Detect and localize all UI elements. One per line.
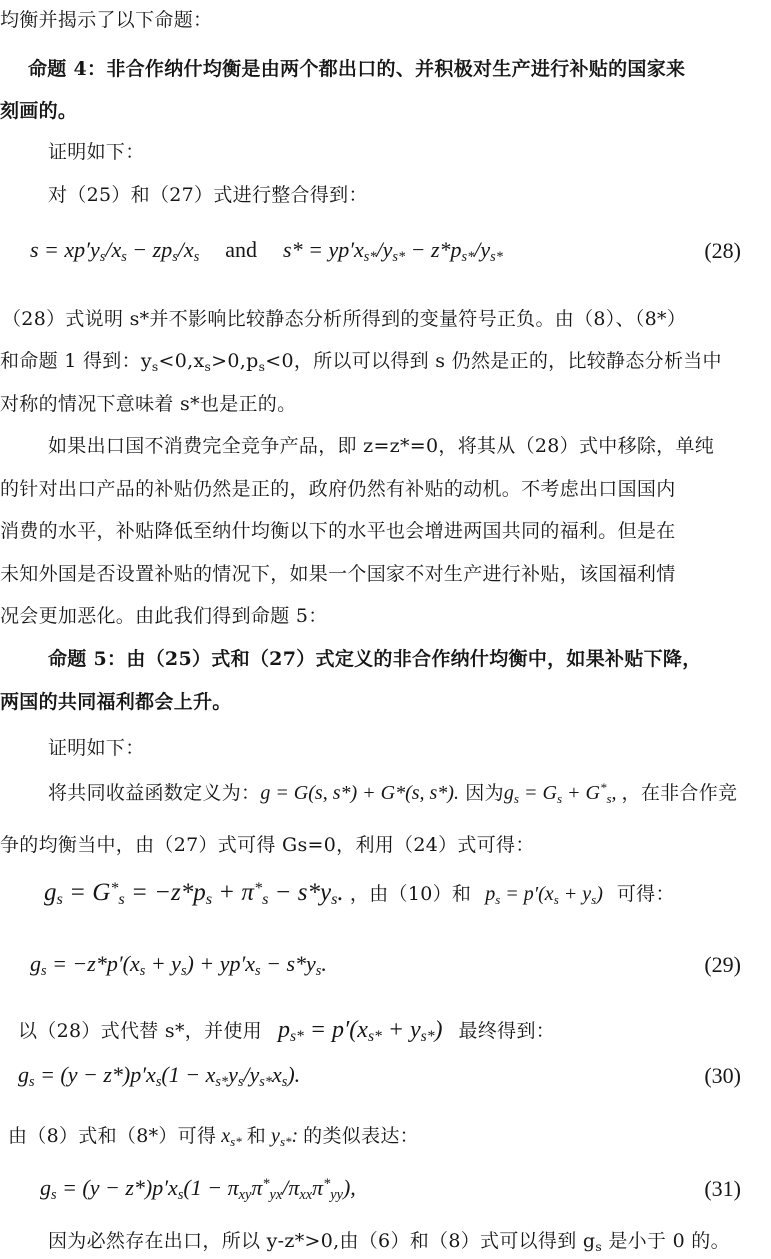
equation-29: $g_s = -z*p'(x_s + y_s) + yp'x_s - s*y_s$. bbox=[30, 951, 327, 979]
text-line: 消费的水平，补贴降低至纳什均衡以下的水平也会增进两国共同的福利。但是在 bbox=[0, 520, 676, 542]
equation-number: (30) bbox=[704, 1063, 741, 1088]
text-line: 对称的情况下意味着 s*也是正的。 bbox=[0, 393, 297, 415]
equation-30: $g_s = (y - z*)p'x_s(1 - x_{s*}y_s/y_{s*}x_s)$. bbox=[18, 1062, 301, 1090]
equation-price: $p_s = p'(x_s + y_s)$ bbox=[485, 883, 603, 907]
text-line: 以（28）式代替 s*，并使用 $p_{s*} = p'(x_{s*} + y_{s*})$ 最终得到： bbox=[18, 1017, 556, 1045]
proposition-5-line-1: 命题 5：由（25）式和（27）式定义的非合作纳什均衡中，如果补贴下降， bbox=[48, 648, 702, 670]
text-line: 未知外国是否设置补贴的情况下，如果一个国家不对生产进行补贴，该国福利情 bbox=[0, 563, 676, 585]
equation-31: $g_s = (y - z*)p'x_s(1 - \pi_{xy}\pi^*_{yx}/\pi_{xx}\pi^*_{yy})$, bbox=[40, 1175, 356, 1203]
equation-28: $s = xp'y_s/x_s - zp_s/x_s$ and $s* = yp'x_{s*}/y_{s*} - z*p_{s*}/y_{s*}$ bbox=[30, 237, 503, 265]
equation-number: (28) bbox=[704, 238, 741, 263]
proof-heading: 证明如下： bbox=[48, 737, 145, 759]
equation-number: (29) bbox=[704, 952, 741, 977]
text-line: 因为必然存在出口，所以 y-z*>0,由（6）和（8）式可以得到 $g_s$ 是小于 0 的。 bbox=[48, 1230, 730, 1254]
definition-line: 将共同收益函数定义为：g = G(s, s*) + G*(s, s*). 因为$g_s = G_s + G^*_s$, ，在非合作竞 bbox=[48, 780, 738, 806]
and-word: and bbox=[225, 237, 258, 262]
text-line: 争的均衡当中，由（27）式可得 Gs=0，利用（24）式可得： bbox=[0, 834, 535, 856]
text-line: 如果出口国不消费完全竞争产品，即 z=z*=0，将其从（28）式中移除，单纯 bbox=[48, 435, 715, 457]
text-line: （28）式说明 s*并不影响比较静态分析所得到的变量符号正负。由（8）、（8*） bbox=[2, 308, 687, 330]
equation-inline: $p_{s*} = p'(x_{s*} + y_{s*})$ bbox=[277, 1017, 443, 1045]
text-line: 和命题 1 得到：$y_s<0,x_s>0,p_s<0$，所以可以得到 s 仍然是正的，比较静态分析当中 bbox=[0, 350, 722, 374]
text-line: 况会更加恶化。由此我们得到命题 5： bbox=[0, 605, 328, 627]
equation-gs-line: $g_s = G^*_s = -z*p_s + \pi^*_s - s*y_s$. ，由（10）和 $p_s = p'(x_s + y_s)$ 可得： bbox=[44, 879, 675, 908]
text-line: 对（25）和（27）式进行整合得到： bbox=[48, 184, 368, 206]
equation-number: (31) bbox=[704, 1176, 741, 1201]
text-line: 均衡并揭示了以下命题： bbox=[0, 9, 213, 31]
proposition-5-line-2: 两国的共同福利都会上升。 bbox=[0, 691, 232, 713]
proposition-4-line-1: 命题 4：非合作纳什均衡是由两个都出口的、并积极对生产进行补贴的国家来 bbox=[28, 58, 686, 80]
equation-gs: $g_s = G^*_s = -z*p_s + \pi^*_s - s*y_s$. bbox=[44, 879, 350, 908]
text-line: 的针对出口产品的补贴仍然是正的，政府仍然有补贴的动机。不考虑出口国国内 bbox=[0, 478, 676, 500]
equation-inline: $g_s = G_s + G^*_s$, bbox=[503, 780, 622, 806]
proposition-4-line-2: 刻画的。 bbox=[0, 100, 78, 122]
equation-inline: g = G(s, s*) + G*(s, s*). bbox=[260, 782, 459, 804]
text-line: 由（8）式和（8*）可得 $x_{s*}$ 和 $y_{s*}$: 的类似表达： bbox=[8, 1125, 419, 1149]
proof-heading: 证明如下： bbox=[48, 141, 145, 163]
